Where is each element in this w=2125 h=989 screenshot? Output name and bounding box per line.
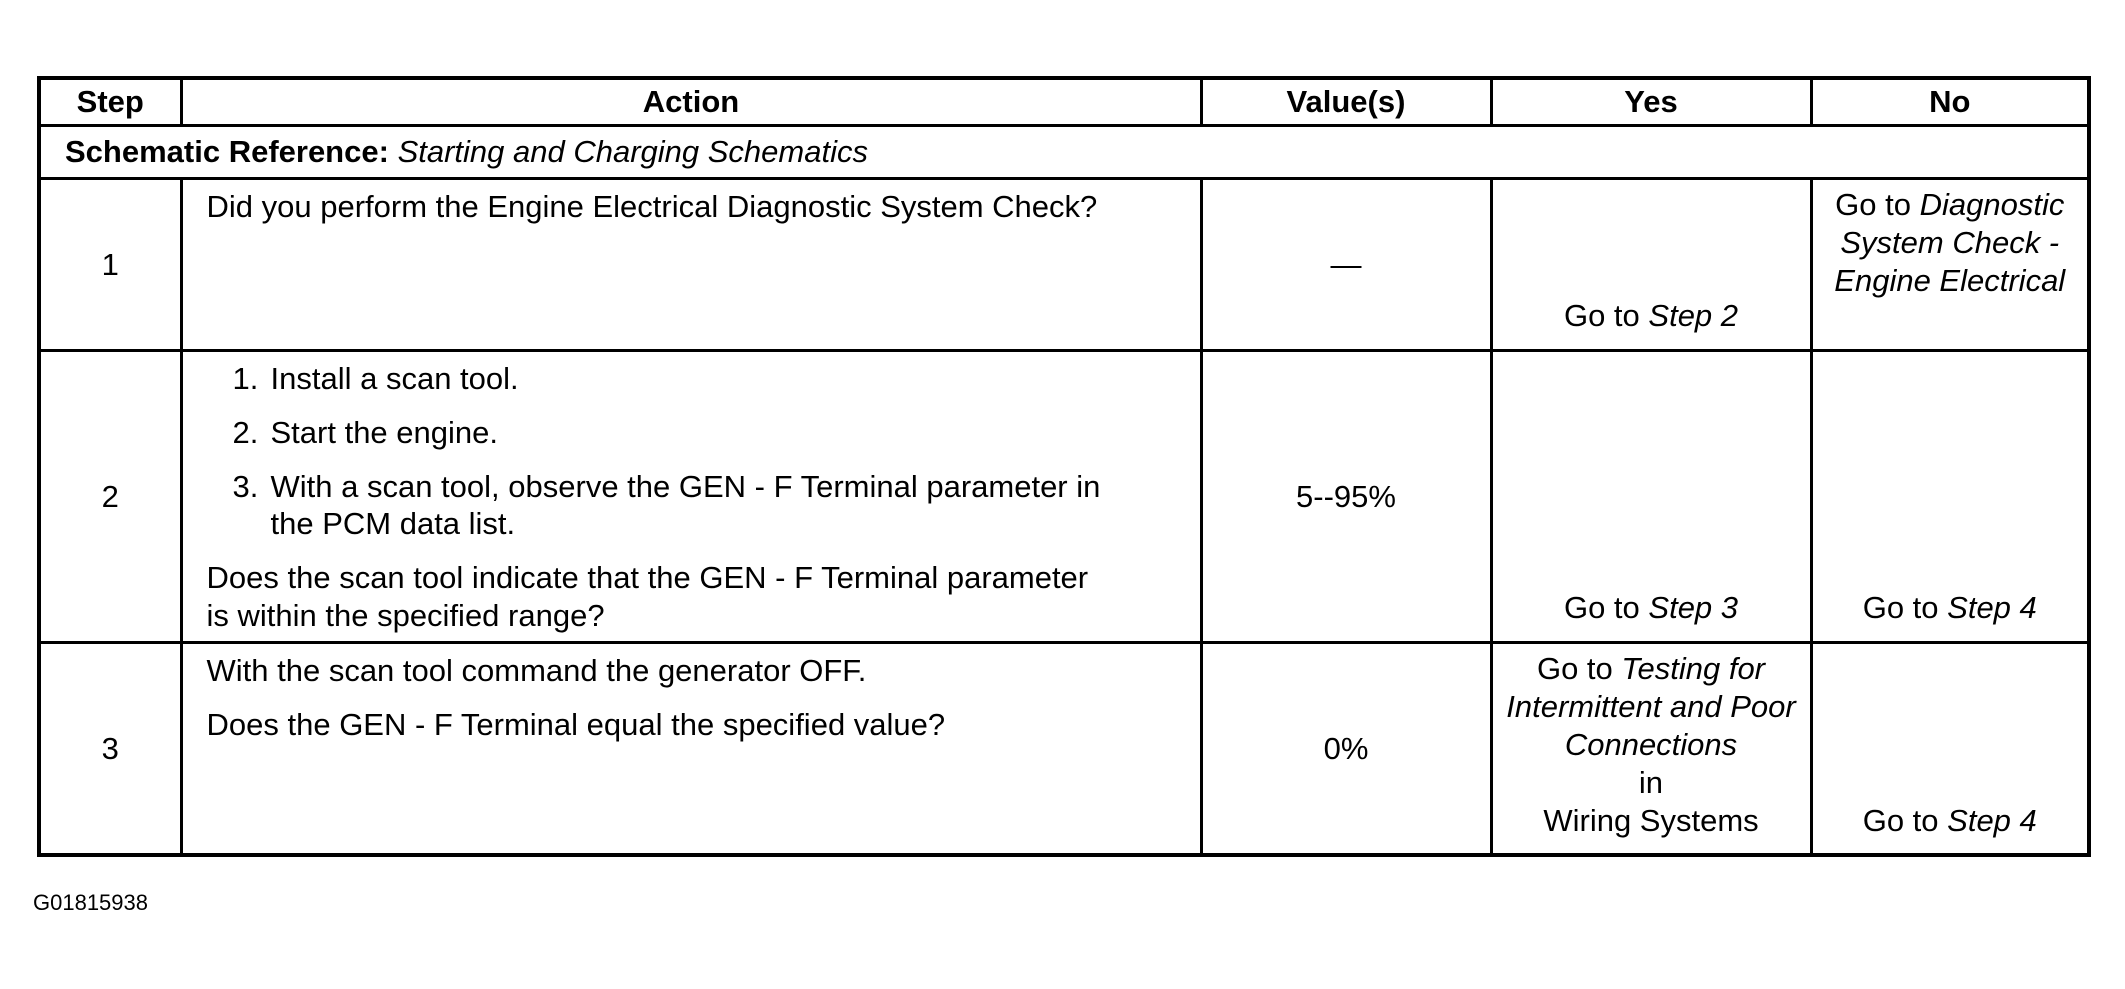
- substep-text: With a scan tool, observe the GEN - F Terminal parameter in the PCM data list.: [270, 468, 1101, 542]
- list-item: 3. With a scan tool, observe the GEN - F Terminal parameter in the PCM data list.: [232, 468, 1101, 542]
- yes-prefix: Go to: [1563, 298, 1649, 334]
- schematic-reference: [39, 126, 2089, 179]
- action-text: [181, 351, 1201, 643]
- value-text: 0%: [1323, 730, 1369, 766]
- no-link: Diagnostic System Check - Engine Electrical: [1834, 187, 2066, 298]
- header-no: No: [1811, 78, 2089, 126]
- yes-link: Step 2: [1648, 298, 1739, 334]
- list-item: 1. Install a scan tool.: [232, 361, 519, 396]
- table-row: [39, 351, 2089, 643]
- schematic-reference-row: [39, 126, 2089, 179]
- table-row: [39, 179, 2089, 351]
- table-row: [39, 642, 2089, 855]
- yes-suffix: in: [1638, 764, 1664, 800]
- yes-cell: [1491, 179, 1811, 351]
- value-text: —: [1330, 246, 1362, 282]
- step-number: 3: [39, 642, 181, 855]
- yes-suffix: Wiring Systems: [1543, 802, 1759, 838]
- no-cell: [1811, 351, 2089, 643]
- value-text: 5--95%: [1296, 478, 1396, 514]
- value-cell: [1201, 179, 1491, 351]
- no-cell: [1811, 179, 2089, 351]
- yes-link: Step 3: [1648, 590, 1739, 626]
- action-question: Does the GEN - F Terminal equal the specified value?: [206, 706, 946, 742]
- substep-text: Install a scan tool.: [270, 361, 519, 396]
- yes-cell: [1491, 642, 1811, 855]
- no-link: Step 4: [1947, 802, 2037, 838]
- yes-prefix: Go to: [1563, 590, 1649, 626]
- header-action: Action: [181, 78, 1201, 126]
- no-prefix: Go to: [1862, 802, 1948, 838]
- step-number: 1: [39, 179, 181, 351]
- yes-prefix: Go to: [1536, 651, 1622, 687]
- value-cell: [1201, 351, 1491, 643]
- substep-list: [207, 360, 1190, 543]
- diagnostic-table: [37, 76, 2091, 857]
- action-question: Did you perform the Engine Electrical Diagnostic System Check?: [206, 189, 1098, 224]
- no-prefix: Go to: [1862, 590, 1948, 626]
- substep-text: Start the engine.: [270, 414, 498, 450]
- action-text: [181, 179, 1201, 351]
- action-question: Does the scan tool indicate that the GEN - F Terminal parameter is within the specified range?: [206, 560, 1089, 634]
- header-values: Value(s): [1201, 78, 1491, 126]
- no-link: Step 4: [1947, 590, 2037, 626]
- header-yes: Yes: [1491, 78, 1811, 126]
- action-instruction: With the scan tool command the generator OFF.: [206, 652, 867, 688]
- figure-id: G01815938: [33, 890, 148, 915]
- no-cell: [1811, 642, 2089, 855]
- yes-link: Testing for Intermittent and Poor Connections: [1506, 651, 1796, 762]
- schematic-reference-label: Schematic Reference:: [65, 134, 389, 170]
- step-number: 2: [39, 351, 181, 643]
- schematic-reference-value: Starting and Charging Schematics: [397, 134, 868, 170]
- no-prefix: Go to: [1835, 187, 1920, 222]
- list-item: 2. Start the engine.: [232, 414, 498, 450]
- action-text: [181, 642, 1201, 855]
- yes-cell: [1491, 351, 1811, 643]
- header-step: Step: [39, 78, 181, 126]
- value-cell: [1201, 642, 1491, 855]
- header-row: [39, 78, 2089, 126]
